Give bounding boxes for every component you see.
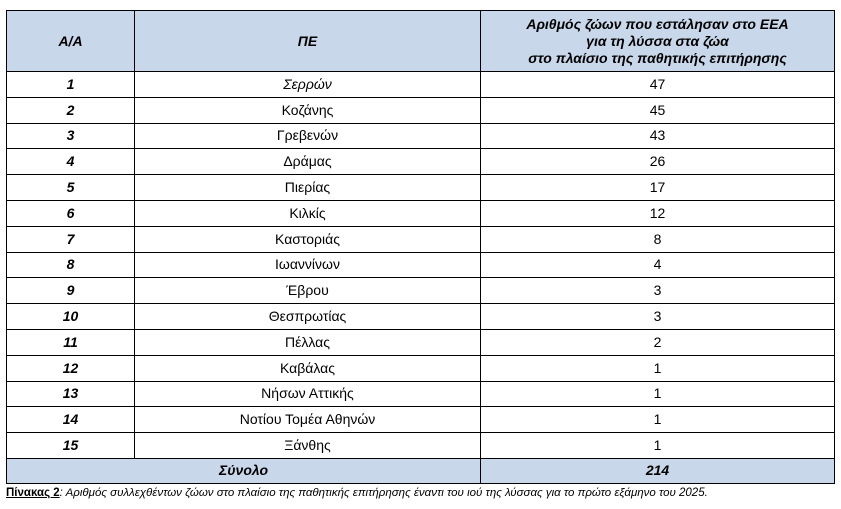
- row-aa: 7: [7, 226, 135, 252]
- row-aa: 13: [7, 381, 135, 407]
- total-label: Σύνολο: [7, 458, 481, 483]
- row-count: 17: [481, 175, 835, 201]
- row-pe: Πιερίας: [135, 175, 481, 201]
- table-row: [7, 226, 835, 252]
- row-pe: Σερρών: [135, 72, 481, 98]
- row-pe: Ιωαννίνων: [135, 252, 481, 278]
- row-aa: 1: [7, 72, 135, 98]
- table-caption: [6, 487, 708, 499]
- row-aa: 15: [7, 433, 135, 459]
- row-aa: 12: [7, 355, 135, 381]
- table-row: [7, 278, 835, 304]
- header-aa: Α/Α: [7, 11, 135, 72]
- caption-text: : Αριθμός συλλεχθέντων ζώων στο πλαίσιο της παθητικής επιτήρησης έναντι του ιού της λύσσας για το πρώτο εξάμηνο του 2025.: [59, 487, 708, 499]
- table-row: [7, 200, 835, 226]
- row-count: 1: [481, 433, 835, 459]
- table-row: [7, 355, 835, 381]
- row-count: 47: [481, 72, 835, 98]
- row-count: 1: [481, 381, 835, 407]
- row-count: 43: [481, 123, 835, 149]
- header-count-line-2: για τη λύσσα στα ζώα: [586, 32, 729, 49]
- table-row: [7, 72, 835, 98]
- caption-label: Πίνακας 2: [6, 487, 60, 499]
- row-pe: Νήσων Αττικής: [135, 381, 481, 407]
- row-aa: 10: [7, 304, 135, 330]
- total-value: 214: [481, 458, 835, 483]
- table-row: [7, 381, 835, 407]
- row-pe: Πέλλας: [135, 329, 481, 355]
- samples-table: [6, 10, 835, 484]
- table-row: [7, 123, 835, 149]
- row-count: 3: [481, 304, 835, 330]
- row-aa: 4: [7, 149, 135, 175]
- row-aa: 3: [7, 123, 135, 149]
- row-aa: 6: [7, 200, 135, 226]
- table-row: [7, 433, 835, 459]
- row-count: 12: [481, 200, 835, 226]
- row-count: 1: [481, 407, 835, 433]
- table-row: [7, 252, 835, 278]
- row-pe: Ξάνθης: [135, 433, 481, 459]
- header-count: [481, 11, 835, 72]
- table-row: [7, 407, 835, 433]
- row-pe: Καβάλας: [135, 355, 481, 381]
- row-pe: Δράμας: [135, 149, 481, 175]
- row-pe: Κιλκίς: [135, 200, 481, 226]
- row-pe: Γρεβενών: [135, 123, 481, 149]
- header-row: [7, 11, 835, 72]
- row-count: 3: [481, 278, 835, 304]
- table-row: [7, 304, 835, 330]
- row-aa: 9: [7, 278, 135, 304]
- row-pe: Θεσπρωτίας: [135, 304, 481, 330]
- table-row: [7, 329, 835, 355]
- row-count: 45: [481, 97, 835, 123]
- table-body: [7, 72, 835, 459]
- table-row: [7, 149, 835, 175]
- row-aa: 11: [7, 329, 135, 355]
- row-count: 1: [481, 355, 835, 381]
- row-pe: Κοζάνης: [135, 97, 481, 123]
- row-pe: Καστοριάς: [135, 226, 481, 252]
- row-aa: 8: [7, 252, 135, 278]
- table-row: [7, 175, 835, 201]
- header-count-line-1: Αριθμός ζώων που εστάλησαν στο ΕΕΑ: [526, 15, 789, 32]
- row-pe: Έβρου: [135, 278, 481, 304]
- row-count: 26: [481, 149, 835, 175]
- header-count-line-3: στο πλαίσιο της παθητικής επιτήρησης: [528, 49, 787, 66]
- table-container: [6, 10, 834, 484]
- row-count: 8: [481, 226, 835, 252]
- row-count: 2: [481, 329, 835, 355]
- table-row: [7, 97, 835, 123]
- row-aa: 14: [7, 407, 135, 433]
- row-count: 4: [481, 252, 835, 278]
- row-pe: Νοτίου Τομέα Αθηνών: [135, 407, 481, 433]
- row-aa: 2: [7, 97, 135, 123]
- total-row: [7, 458, 835, 483]
- row-aa: 5: [7, 175, 135, 201]
- header-pe: ΠΕ: [135, 11, 481, 72]
